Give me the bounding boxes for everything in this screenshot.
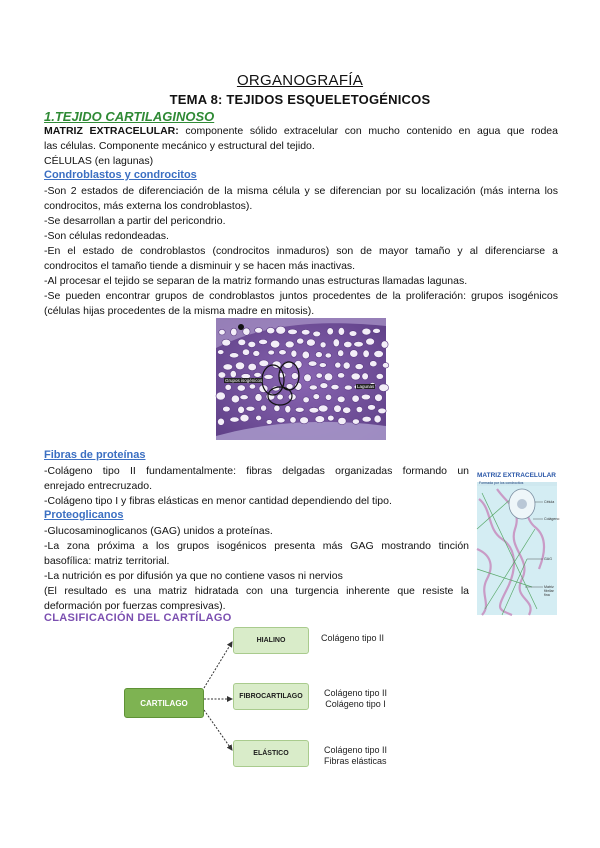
lacuna bbox=[315, 416, 325, 423]
lacuna bbox=[352, 419, 359, 424]
lacuna bbox=[222, 339, 231, 346]
lacuna bbox=[225, 384, 231, 390]
lacuna bbox=[362, 416, 371, 422]
lacuna bbox=[381, 341, 388, 348]
subheading-fibras: Fibras de proteínas bbox=[44, 449, 146, 461]
fibras-line: -Colágeno tipo I y fibras elásticas en menor cantidad dependiendo del tipo. bbox=[44, 495, 392, 507]
lacuna bbox=[338, 417, 346, 424]
lacuna bbox=[267, 327, 275, 333]
lacuna bbox=[276, 326, 286, 334]
proteo-line: -La zona próxima a los grupos isogénicos presenta más GAG mostrando tinción bbox=[44, 540, 469, 552]
lacuna bbox=[333, 339, 339, 347]
condro-line: -Se pueden encontrar grupos de condroblastos juntos procedentes de la proliferación: grupos isogénicos bbox=[44, 290, 558, 302]
lacuna bbox=[338, 373, 345, 378]
condro-line: -En el estado de condroblastos (condrocitos inmaduros) son de mayor tamaño y al diferenciarse a bbox=[44, 245, 558, 257]
fibras-line: -Colágeno tipo II fundamentalmente: fibras delgadas organizadas formando un bbox=[44, 465, 469, 477]
lacuna bbox=[268, 350, 275, 355]
lacuna bbox=[363, 350, 369, 358]
type-box-elastico: ELÁSTICO bbox=[233, 740, 309, 767]
matrix-term: MATRIZ EXTRACELULAR: bbox=[44, 125, 179, 137]
lacuna bbox=[270, 340, 279, 348]
type-desc-line: Colágeno tipo I bbox=[325, 699, 386, 709]
lacuna bbox=[335, 362, 341, 368]
lacuna bbox=[266, 420, 272, 425]
lacuna bbox=[248, 341, 256, 347]
lacuna bbox=[374, 415, 381, 423]
type-desc-line: Colágeno tipo II bbox=[324, 688, 388, 698]
type-box-fibrocartilago: FIBROCARTILAGO bbox=[233, 683, 309, 710]
lacuna bbox=[231, 395, 239, 403]
proteo-line: deformación por fuerzas compresivas). bbox=[44, 600, 226, 612]
condro-line: condrocitos, más externa los condroblastos). bbox=[44, 200, 253, 212]
micrograph-label-isogenic: Grupos isogénicos bbox=[225, 378, 263, 383]
condro-line: (células hijas procedentes de la misma madre en mitosis). bbox=[44, 305, 315, 317]
lacuna bbox=[218, 350, 224, 355]
lacuna bbox=[290, 417, 296, 423]
lacuna bbox=[242, 349, 249, 355]
section-heading-tejido-cartilaginoso: 1.TEJIDO CARTILAGINOSO bbox=[44, 109, 215, 124]
ecm-subtitle: Formada por los condrocitos bbox=[479, 481, 524, 485]
lacuna bbox=[288, 329, 298, 334]
lacuna bbox=[319, 363, 326, 368]
lacuna bbox=[325, 394, 331, 400]
lacuna bbox=[344, 385, 352, 390]
condro-line: -Se desarrollan a partir del pericondrio. bbox=[44, 215, 226, 227]
lacuna bbox=[324, 373, 332, 381]
lacuna bbox=[223, 406, 231, 412]
condro-line: -Son células redondeadas. bbox=[44, 230, 169, 242]
lacuna bbox=[356, 406, 362, 412]
lacuna bbox=[308, 361, 317, 366]
lacuna bbox=[230, 417, 239, 422]
lacuna bbox=[318, 405, 328, 412]
lacuna bbox=[376, 374, 383, 380]
lacuna bbox=[337, 396, 345, 402]
classification-heading: CLASIFICACIÓN DEL CARTÍLAGO bbox=[44, 612, 232, 624]
lacuna bbox=[302, 351, 309, 359]
lacuna bbox=[295, 407, 304, 412]
lacuna bbox=[309, 407, 319, 413]
lacuna bbox=[379, 384, 389, 392]
page-title: ORGANOGRAFÍA bbox=[236, 72, 364, 89]
lacuna bbox=[237, 385, 245, 391]
ecm-figure bbox=[477, 469, 560, 615]
lacuna bbox=[309, 385, 317, 390]
lacuna bbox=[223, 364, 233, 370]
lacuna bbox=[229, 353, 238, 358]
ecm-label-collagen: Colágeno bbox=[544, 517, 560, 521]
lacuna bbox=[304, 374, 312, 382]
lacuna bbox=[351, 373, 360, 380]
lacuna bbox=[373, 328, 381, 333]
lacuna bbox=[350, 350, 358, 358]
type-desc-fibrocartilago bbox=[324, 688, 387, 710]
fibras-line: enrejado entrecruzado. bbox=[44, 480, 152, 492]
lacuna bbox=[249, 384, 255, 389]
lacuna bbox=[285, 341, 294, 348]
lacuna bbox=[246, 406, 255, 411]
lacuna bbox=[297, 338, 304, 344]
lacuna bbox=[338, 350, 344, 357]
lacuna bbox=[361, 394, 370, 400]
lacuna bbox=[279, 350, 287, 355]
lacuna bbox=[355, 364, 363, 370]
lacuna bbox=[264, 375, 273, 380]
lacuna bbox=[277, 418, 285, 423]
lacuna bbox=[218, 418, 225, 425]
lacuna bbox=[320, 383, 328, 389]
ecm-label-gag: GAG bbox=[544, 557, 552, 561]
type-desc-line: Colágeno tipo II bbox=[324, 745, 388, 755]
lacuna bbox=[362, 373, 369, 380]
lacuna bbox=[240, 414, 249, 422]
lacuna bbox=[378, 408, 386, 414]
matrix-line-2: las células. Componente mecánico y estructural del tejido. bbox=[44, 140, 315, 152]
type-box-hialino: HIALINO bbox=[233, 627, 309, 654]
lacuna bbox=[238, 406, 245, 413]
lacuna bbox=[334, 405, 342, 412]
subheading-condroblastos: Condroblastos y condrocitos bbox=[44, 169, 197, 181]
cartilage-root-box: CARTILAGO bbox=[124, 688, 204, 718]
lacuna bbox=[352, 395, 359, 402]
lacuna bbox=[331, 384, 339, 389]
matrix-line-1 bbox=[44, 124, 558, 139]
condro-line: -Son 2 estados de diferenciación de la misma célula y se diferencian por su localización (más interna los bbox=[44, 185, 558, 197]
lacuna bbox=[248, 363, 257, 370]
condro-line: -Al procesar el tejido se separan de la matriz formando unas estructuras llamadas lagunas. bbox=[44, 275, 468, 287]
proteo-line: (El resultado es una matriz hidratada con una turgencia inherente que resiste la bbox=[44, 585, 469, 597]
lacuna bbox=[315, 352, 322, 358]
lacuna bbox=[285, 406, 291, 413]
lacuna bbox=[231, 328, 237, 336]
lacuna bbox=[216, 392, 225, 400]
lacuna bbox=[316, 373, 322, 378]
type-desc-line: Colágeno tipo II bbox=[321, 633, 385, 643]
lacuna bbox=[338, 328, 344, 336]
lacuna bbox=[230, 371, 236, 378]
lacuna bbox=[368, 405, 376, 411]
lacuna bbox=[300, 417, 309, 424]
type-desc-elastico bbox=[324, 745, 387, 767]
lacuna bbox=[235, 362, 244, 370]
lacuna bbox=[259, 360, 269, 367]
lacuna bbox=[219, 329, 225, 335]
lacuna bbox=[313, 331, 321, 337]
proteo-line: -La nutrición es por difusión ya que no contiene vasos ni nervios bbox=[44, 570, 343, 582]
lacuna bbox=[325, 353, 331, 358]
lacuna bbox=[366, 338, 375, 345]
lacuna bbox=[255, 394, 262, 402]
lacuna bbox=[259, 339, 268, 344]
lacuna bbox=[343, 362, 350, 369]
lacuna bbox=[313, 394, 320, 400]
page-subtitle: TEMA 8: TEJIDOS ESQUELETOGÉNICOS bbox=[169, 92, 431, 107]
condro-line: condrocitos el tamaño tiende a disminuir y se hacen más inactivas. bbox=[44, 260, 356, 272]
lacuna bbox=[253, 351, 260, 357]
ecm-title: MATRIZ EXTRACELULAR bbox=[477, 469, 557, 482]
lacuna bbox=[255, 328, 263, 334]
lacuna bbox=[327, 328, 334, 335]
lacuna bbox=[256, 415, 262, 420]
cells-line: CÉLULAS (en lagunas) bbox=[44, 155, 154, 167]
type-desc-hialino bbox=[321, 633, 384, 644]
lacuna bbox=[254, 372, 262, 377]
lacuna bbox=[291, 350, 297, 357]
micrograph-label-lacunae: Lagunas bbox=[357, 384, 375, 389]
lacuna bbox=[354, 341, 364, 347]
lacuna bbox=[370, 361, 377, 367]
type-desc-line: Fibras elásticas bbox=[324, 756, 387, 766]
subheading-proteoglicanos: Proteoglicanos bbox=[44, 509, 124, 521]
lacuna bbox=[274, 405, 280, 411]
cartilage-micrograph bbox=[216, 318, 386, 440]
lacuna bbox=[320, 342, 326, 348]
lacuna bbox=[362, 328, 371, 335]
lacuna bbox=[374, 351, 384, 358]
proteo-line: -Glucosaminoglicanos (GAG) unidos a proteínas. bbox=[44, 525, 273, 537]
lacuna bbox=[382, 363, 388, 368]
lacuna bbox=[291, 373, 298, 380]
lacuna bbox=[238, 339, 246, 345]
lacuna bbox=[307, 339, 316, 346]
lacuna bbox=[375, 394, 383, 402]
proteo-line: basofílica: matriz territorial. bbox=[44, 555, 170, 567]
lacuna bbox=[349, 331, 357, 337]
lacuna bbox=[328, 415, 335, 421]
lacuna bbox=[277, 394, 283, 400]
lacuna bbox=[240, 395, 248, 400]
ecm-label-fine-matrix: Matriz fibrilar fina bbox=[544, 585, 554, 597]
lacuna bbox=[344, 341, 352, 347]
lacuna bbox=[301, 329, 310, 335]
lacuna bbox=[261, 405, 267, 411]
ecm-label-cell: Célula bbox=[544, 500, 555, 504]
lacuna bbox=[243, 328, 250, 335]
matrix-definition: componente sólido extracelular con mucho contenido en agua que rodea bbox=[178, 125, 558, 137]
lacuna bbox=[343, 407, 351, 414]
lacuna bbox=[303, 397, 309, 403]
